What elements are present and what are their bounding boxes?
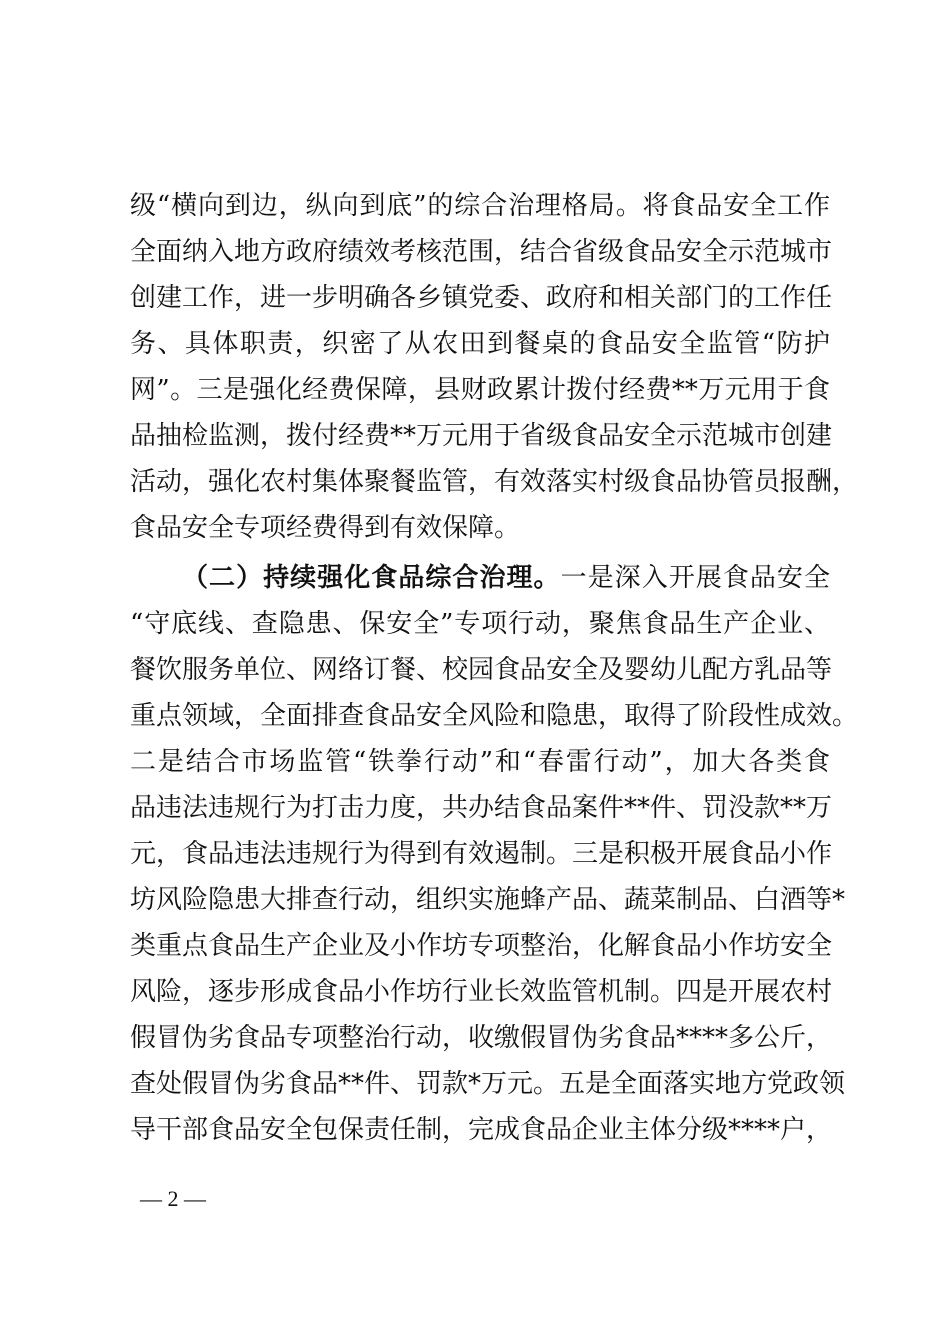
paragraph-line: 务、具体职责，织密了从农田到餐桌的食品安全监管“防护 [130, 329, 830, 359]
section-first-line [182, 555, 830, 601]
paragraph-line: 坊风险隐患大排查行动，组织实施蜂产品、蔬菜制品、白酒等* [130, 885, 846, 915]
paragraph-line: 假冒伪劣食品专项整治行动，收缴假冒伪劣食品****多公斤， [130, 1023, 833, 1053]
section-first-line-text: 一是深入开展食品安全 [560, 563, 830, 593]
paragraph-line: 级“横向到边，纵向到底”的综合治理格局。将食品安全工作 [130, 191, 830, 221]
paragraph-line: 重点领域，全面排查食品安全风险和隐患，取得了阶段性成效。 [130, 701, 859, 731]
paragraph-line: 导干部食品安全包保责任制，完成食品企业主体分级****户， [130, 1115, 833, 1145]
paragraph-line: 品抽检监测，拨付经费**万元用于省级食品安全示范城市创建 [130, 421, 833, 451]
paragraph-line: “守底线、查隐患、保安全”专项行动，聚焦食品生产企业、 [130, 609, 830, 639]
paragraph-line: 风险，逐步形成食品小作坊行业长效监管机制。四是开展农村 [130, 977, 833, 1007]
paragraph-line: 餐饮服务单位、网络订餐、校园食品安全及婴幼儿配方乳品等 [130, 655, 833, 685]
paragraph-line: 全面纳入地方政府绩效考核范围，结合省级食品安全示范城市 [130, 237, 833, 267]
paragraph-line: 品违法违规行为打击力度，共办结食品案件**件、罚没款**万 [130, 793, 833, 823]
paragraph-line: 查处假冒伪劣食品**件、罚款*万元。五是全面落实地方党政领 [130, 1069, 846, 1099]
paragraph-line: 网”。三是强化经费保障，县财政累计拨付经费**万元用于食 [130, 375, 830, 405]
paragraph-line: 创建工作，进一步明确各乡镇党委、政府和相关部门的工作任 [130, 283, 833, 313]
paragraph-line: 活动，强化农村集体聚餐监管，有效落实村级食品协管员报酬， [130, 467, 859, 497]
paragraph-line: 食品安全专项经费得到有效保障。 [130, 513, 521, 543]
page-number: — 2 — [140, 1186, 206, 1211]
paragraph-line: 二是结合市场监管“铁拳行动”和“春雷行动”，加大各类食 [130, 747, 830, 777]
paragraph-line: 类重点食品生产企业及小作坊专项整治，化解食品小作坊安全 [130, 931, 833, 961]
section-heading: （二）持续强化食品综合治理。 [182, 563, 561, 593]
paragraph-line: 元，食品违法违规行为得到有效遏制。三是积极开展食品小作 [130, 839, 833, 869]
